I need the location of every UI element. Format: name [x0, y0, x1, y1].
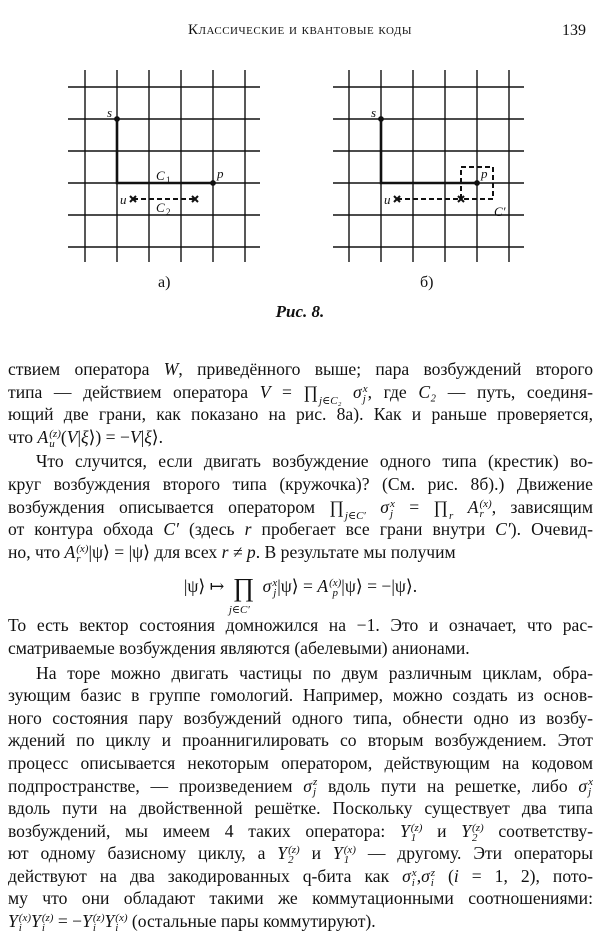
text-line: [8, 381, 594, 407]
text-line: [8, 518, 593, 541]
text-run: |ψ⟩ = |ψ⟩ для всех: [88, 541, 222, 562]
math-symbol: V: [259, 381, 271, 402]
label-u: u: [384, 192, 391, 207]
text-line: [8, 684, 593, 707]
math-symbol: Y: [400, 820, 410, 841]
math-symbol: r ≠ p: [221, 541, 256, 562]
text-line: [8, 426, 593, 449]
text-run: , где: [367, 381, 419, 402]
subscript: i: [411, 876, 415, 889]
eq-left: |ψ⟩ ↦: [183, 576, 225, 597]
text-line: [8, 865, 593, 888]
math-symbol: Y: [461, 820, 472, 841]
text-line: [8, 473, 593, 496]
math-scripts: [42, 913, 54, 933]
text-run: = 1, 2), пото-: [458, 865, 593, 886]
text-line: [8, 842, 593, 865]
subscript: r: [479, 507, 484, 520]
math-symbol: σ: [380, 496, 389, 517]
text-run: — другому. Эти операторы: [355, 843, 593, 864]
math-symbol: V: [66, 426, 78, 447]
superscript: (x): [479, 497, 492, 510]
text-run: вдоль пути на решетке, либо: [317, 775, 579, 796]
text-run: ). Очевид-: [510, 519, 593, 540]
text-run: типа — действием оператора: [8, 381, 260, 402]
lattice-panel-a: [68, 70, 260, 262]
text-line: [8, 910, 593, 933]
text-run: ного состояния пару возбуждений одного типа, обнести одно из возбу-: [8, 707, 593, 728]
superscript: z: [312, 776, 318, 789]
text-run: зующим базис в группе гомологий. Например, можно создать из основ-: [8, 685, 593, 706]
label-c2-sub: 2: [166, 207, 171, 217]
math-symbol: σ: [421, 865, 430, 886]
subscript: r: [449, 509, 454, 522]
text-run: возбуждений, мы имеем 4 таких оператора:: [8, 820, 400, 841]
text-run: от контура обхода: [8, 519, 164, 540]
subscript: j∈C₂: [319, 394, 342, 407]
subscript: 2: [472, 831, 478, 844]
text-run: = ∏: [270, 381, 319, 402]
text-run: ют одному базисному циклу, а: [8, 843, 278, 864]
text-run: |: [77, 426, 82, 447]
superscript: x: [362, 382, 368, 395]
vertex-s: [379, 117, 383, 121]
text-run: [341, 382, 353, 402]
display-equation: |ψ⟩ ↦ ∏ j∈C′ σ x j |ψ⟩ = A (x) p |ψ⟩ = −|ψ⟩.: [183, 573, 418, 617]
text-line: [8, 541, 593, 564]
text-run: (здесь: [179, 519, 245, 540]
vertex-p: [211, 181, 215, 185]
text-run: ствием оператора: [8, 359, 164, 379]
text-run: но, что: [8, 541, 65, 562]
math-symbol: Y: [277, 843, 288, 864]
text-run: (остальные пары коммутируют).: [127, 911, 376, 932]
text-line: [8, 450, 593, 473]
text-run: = −: [53, 911, 83, 932]
running-header: Классические и квантовые коды: [188, 22, 412, 38]
text-run: То есть вектор состояния домножился на −1. Это и означает, что рас-: [8, 615, 593, 636]
math-symbol: V: [129, 426, 141, 447]
grid-horizontal-lines: [333, 87, 524, 247]
math-scripts: [115, 913, 127, 933]
math-symbol: A: [64, 541, 76, 562]
math-symbol: Y: [31, 911, 41, 932]
text-line: [8, 752, 593, 775]
superscript: (z): [49, 427, 61, 440]
subscript: i: [115, 922, 119, 935]
text-line: [8, 403, 593, 426]
text-line: [8, 662, 593, 685]
math-symbol: ξ: [144, 426, 152, 447]
text-run: пробегает все грани внутри: [251, 519, 496, 540]
label-s: s: [371, 105, 377, 120]
subscript: j: [588, 786, 592, 799]
text-run: [366, 497, 380, 517]
subscript: i: [92, 922, 96, 935]
text-run: возбуждения описывается оператором ∏: [8, 496, 344, 517]
text-line: [8, 637, 593, 660]
math-scripts: [479, 499, 491, 519]
text-line: [8, 707, 593, 730]
math-scripts: [411, 823, 423, 843]
math-symbol: C₂: [418, 381, 437, 402]
text-run: ⟩.: [151, 426, 164, 447]
label-c1: C: [156, 168, 165, 183]
math-symbol: Y: [332, 843, 343, 864]
body-text: [8, 358, 593, 933]
superscript: (x): [76, 542, 89, 555]
superscript: (x): [115, 912, 128, 925]
text-run: (: [435, 865, 454, 886]
text-run: . В результате мы получим: [255, 541, 456, 562]
eq-mid: |ψ⟩ =: [277, 576, 318, 597]
math-symbol: σ: [303, 775, 312, 796]
text-run: = ∏: [394, 496, 449, 517]
subscript: j: [312, 786, 317, 799]
label-c1-sub: 1: [166, 175, 171, 185]
superscript: (z): [288, 844, 300, 857]
math-symbol: Y: [104, 911, 115, 932]
math-symbol: A: [37, 426, 49, 447]
text-run: [453, 497, 467, 517]
math-symbol: C′: [495, 519, 511, 540]
math-symbol: Y: [8, 911, 18, 932]
vertex-s: [115, 117, 119, 121]
text-run: , приведённого выше; пара возбуждений второго: [178, 359, 593, 379]
math-symbol: σ: [402, 865, 411, 886]
label-u: u: [120, 192, 127, 207]
text-run: процесс описывается некоторым оператором, действующим на кодовом: [8, 752, 593, 773]
text-run: соответству-: [483, 820, 593, 841]
text-run: что: [8, 426, 38, 447]
page-number: 139: [562, 22, 586, 39]
math-scripts: [93, 913, 105, 933]
label-s: s: [107, 105, 113, 120]
subscript: 2: [288, 854, 294, 867]
text-run: действуют на два закодированных q-бита как: [8, 865, 403, 886]
label-c-prime: C′: [494, 204, 506, 219]
text-line: [8, 729, 593, 752]
superscript: (x): [343, 844, 356, 857]
subscript: r: [76, 552, 81, 565]
math-scripts: [288, 845, 300, 865]
figure-8: [0, 0, 600, 330]
sigma-symbol: σ: [262, 576, 272, 597]
math-scripts: [472, 823, 484, 843]
math-symbol: ξ: [81, 426, 89, 447]
math-scripts: [344, 845, 356, 865]
text-line: [8, 820, 593, 843]
grid-horizontal-lines: [68, 87, 260, 247]
text-line: [8, 358, 593, 381]
superscript: (z): [472, 821, 484, 834]
eq-right: |ψ⟩ = −|ψ⟩.: [341, 576, 418, 597]
text-run: вдоль пути на двойственной решётке. Поскольку существует два типа: [8, 798, 593, 819]
subscript: j: [389, 507, 393, 520]
text-run: круг возбуждения второго типа (кружочка)? (См. рис. 8б).) Движение: [8, 473, 593, 494]
text-run: Что случится, если двигать возбуждение одного типа (крестик) во-: [36, 451, 593, 472]
superscript: (z): [92, 912, 105, 925]
math-symbol: σ: [578, 775, 588, 796]
superscript: x: [389, 497, 395, 510]
text-run: сматриваемые возбуждения являются (абелевыми) анионами.: [8, 637, 470, 658]
text-run: |: [140, 426, 145, 447]
math-symbol: r: [244, 519, 252, 540]
text-run: подпространстве, — произведением: [8, 775, 304, 796]
math-scripts: [19, 913, 31, 933]
superscript: (z): [410, 821, 423, 834]
math-symbol: C′: [163, 519, 179, 540]
superscript: z: [430, 866, 436, 879]
subscript: 1: [410, 831, 417, 844]
superscript: x: [588, 776, 593, 789]
label-c2: C: [156, 200, 165, 215]
text-line: [8, 775, 593, 798]
text-line: [8, 496, 593, 522]
math-symbol: i: [453, 865, 459, 886]
subscript: i: [41, 922, 45, 935]
text-run: ющий две грани, как показано на рис. 8а). Как и раньше проверяется,: [8, 404, 593, 425]
product-symbol: ∏ j∈C′: [228, 573, 255, 617]
math-symbol: A: [467, 496, 479, 517]
math-symbol: σ: [353, 381, 362, 402]
subscript: i: [18, 922, 22, 935]
text-run: ,: [416, 865, 422, 886]
math-scripts: [76, 544, 88, 564]
text-line: [8, 797, 593, 820]
panel-b-label: б): [420, 274, 434, 291]
product-index: j∈C′: [228, 604, 250, 617]
math-symbol: W: [163, 359, 179, 379]
paragraph-block-2: [8, 614, 593, 935]
lattice-panel-b: [333, 70, 524, 262]
operator-a: A: [317, 576, 329, 597]
text-run: — путь, соединя-: [436, 381, 594, 402]
text-run: ⟩) = −: [88, 426, 130, 447]
subscript: j∈C′: [344, 509, 366, 522]
panel-a-label: а): [158, 274, 171, 291]
text-run: и: [299, 843, 333, 864]
text-run: На торе можно двигать частицы по двум различным циклам, обра-: [36, 662, 593, 683]
label-p: p: [217, 166, 224, 181]
subscript: i: [430, 876, 434, 889]
superscript: (z): [41, 912, 54, 925]
text-run: , зависящим: [491, 496, 593, 517]
text-run: му что они обладают такими же коммутационными соотношениями:: [8, 888, 593, 909]
text-run: и: [422, 820, 462, 841]
label-p: p: [481, 166, 488, 181]
text-run: (: [60, 426, 67, 447]
vertex-p: [475, 181, 479, 185]
superscript: (x): [18, 912, 32, 925]
math-scripts: [588, 777, 593, 797]
text-run: ждений по циклу и проаннигилировать со вторым возбуждением. Этот: [8, 730, 593, 751]
math-symbol: Y: [82, 911, 92, 932]
text-line: [8, 614, 593, 637]
math-scripts: [49, 429, 61, 449]
superscript: x: [411, 866, 417, 879]
text-line: [8, 887, 593, 910]
subscript: j: [362, 392, 366, 405]
paragraph-block-1: [8, 358, 593, 563]
figure-caption: Рис. 8.: [275, 302, 325, 321]
subscript: u: [49, 437, 55, 450]
subscript: 1: [343, 854, 350, 867]
